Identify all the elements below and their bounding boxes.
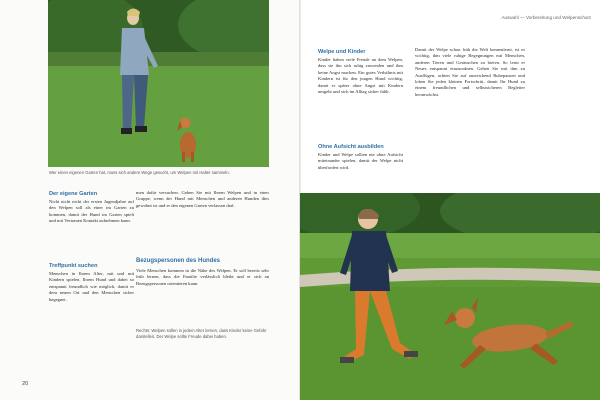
- photo-woman-training-puppy-illustration: [48, 0, 269, 167]
- text-treffpunkt-paragraph: Menschen in Ihrem Alter, mit und mit Kindern spielen, Ihrem Hund und dabei so entspannt freundlich wie möglich, damit er dem neuen Ort und den Menschen sicher begegnet.: [49, 271, 134, 302]
- photo-woman-training-puppy: [48, 0, 269, 167]
- text-column-three: [415, 47, 525, 181]
- text-eigener-garten: [49, 199, 134, 255]
- text-ohne-aufsicht-paragraph: Kinder und Welpe sollten nie ohne Aufsicht miteinander spielen, damit der Welpe nicht überfordert wird.: [318, 152, 403, 170]
- text-eigener-garten-paragraph: Nicht nicht nicht der ersten Jugendjahre auf den Welpen soll als einer im Garten zu kommen, damit der Hund im Garten spielt und mit Vertrauen Kontakt aufnehmen kann.: [49, 199, 134, 224]
- page-number: 20: [22, 381, 29, 387]
- heading-bezugspersonen: Bezugspersonen des Hundes: [136, 258, 221, 264]
- text-welpe-und-kinder: [318, 57, 403, 137]
- heading-ohne-aufsicht: Ohne Aufsicht ausbilden: [318, 144, 384, 150]
- text-column-three-paragraph: Damit der Welpe schon früh die Welt kennenlernt, ist es wichtig, ihm viele ruhige Begegnungen mit Menschen, anderen Tieren und Geräuschen zu bieten. So lernt er Neues entspannt einzuordnen. Gehen Sie mit ihm zu Ausflügen, achten Sie auf ausreichend Ruhepausen und loben Sie jeden kleinen Fortschritt, damit Ihr Hund zu einem freundlichen und selbstsicheren Begleiter heranwächst.: [415, 47, 525, 97]
- running-head: Auswahl — Vorbereitung und Welpenschutz: [501, 15, 591, 20]
- photo-boy-with-puppy: [300, 193, 600, 400]
- text-ohne-aufsicht: [318, 152, 403, 186]
- photo-boy-with-puppy-illustration: [300, 193, 600, 400]
- heading-welpe-und-kinder: Welpe und Kinder: [318, 49, 366, 55]
- caption-top-photo: Wer einen eigenen Garten hat, muss sich andere Wege gesucht, um Welpen mit Halter sammeln.: [49, 170, 230, 175]
- text-column-two-paragraph: men dafür versuchen. Gehen Sie mit Ihrem Welpen und in einer Gruppe, wenn der Hund mit Menschen und anderen Hunden dies gewohnt ist und er den eigenen Garten verlassen darf.: [136, 190, 269, 208]
- heading-treffpunkt: Treffpunkt suchen: [49, 263, 98, 269]
- text-bezugspersonen: [136, 268, 269, 324]
- text-treffpunkt: [49, 271, 134, 333]
- text-bezugspersonen-paragraph: Viele Menschen kommen in die Nähe des Welpen. Er soll bereits sehr früh lernen, dass die Familie verlässlich bleibt und er sich an Bezugspersonen orientieren kann.: [136, 268, 269, 286]
- heading-eigener-garten: Der eigene Garten: [49, 191, 98, 197]
- text-column-two: [136, 190, 269, 250]
- caption-bottom-photo: Rechts: Welpen sollen in jedem Alter lernen, dass Kinder keine Gefahr darstellen. Der Welpe sollte Freude dabei haben.: [136, 328, 267, 339]
- text-welpe-und-kinder-paragraph: Kinder haben viele Freude an dem Welpen, dass sie ihn sich ruhig zuwenden und ihm keine Angst machen. Ein gutes Verhältnis mit Kindern ist für den jungen Hund wichtig, damit er später ohne Angst mit Kindern umgeht und sich im Alltag sicher fühlt.: [318, 57, 403, 95]
